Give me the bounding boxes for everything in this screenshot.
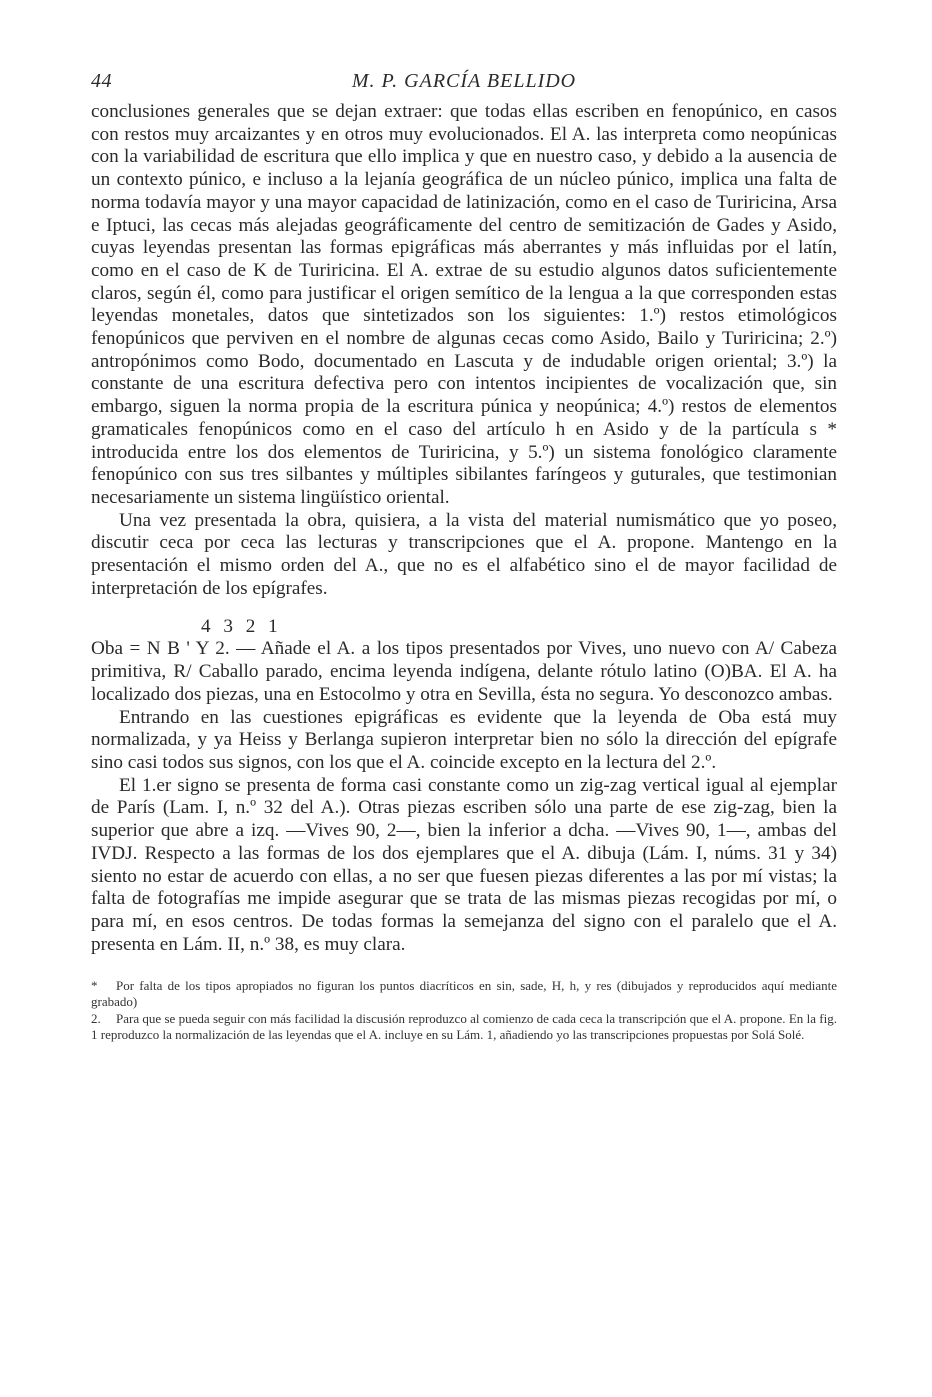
footnotes <box>91 978 837 1042</box>
paragraph-oba: Oba = N B ' Y 2. — Añade el A. a los tipos presentados por Vives, uno nuevo con A/ Cabeza primitiva, R/ Caballo parado, encima leyenda indígena, delante rótulo latino (O)BA. El A. ha localizado dos piezas, una en Estocolmo y otra en Sevilla, ésta no segura. Yo desconozco ambas. <box>91 638 837 705</box>
paragraph-conclusiones: conclusiones generales que se dejan extraer: que todas ellas escriben en fenopúnico, en casos con restos muy arcaizantes y en otros muy evolucionados. El A. las interpreta como neopúnicas con la variabilidad de escritura que ello implica y que en nuestro caso, y debido a la ausencia de un contexto púnico, e incluso a la lejanía geográfica de un núcleo púnico, implica una falta de norma todavía mayor y una mayor capacidad de latinización, como en el caso de Turiricina, Arsa e Iptuci, las cecas más alejadas geográficamente del centro de semitización de Gades y Asido, cuyas leyendas presentan las formas epigráficas más aberrantes y más influidas por el latín, como en el caso de K de Turiricina. El A. extrae de su estudio algunos datos suficientemente claros, según él, como para justificar el origen semítico de la lengua a la que corresponden estas leyendas monetales, datos que sintetizados son los siguientes: 1.º) restos etimológicos fenopúnicos que perviven en el nombre de algunas cecas como Asido, Bailo y Turiricina; 2.º) antropónimos como Bodo, documentado en Lascuta y de indudable origen oriental; 3.º) la constante de una escritura defectiva pero con intentos incipientes de vocalización que, sin embargo, siguen la norma propia de la escritura púnica y neopúnica; 4.º) restos de elementos gramaticales fenopúnicos como en el caso del artículo h en Asido y de la partícula s * introducida entre los dos elementos de Turiricina, y 5.º) un sistema fonológico claramente fenopúnico con sus tres silbantes y múltiples sibilantes faríngeos y guturales, que testimonian necesariamente un sistema lingüístico oriental. <box>91 101 837 508</box>
paragraph-entrando: Entrando en las cuestiones epigráficas es evidente que la leyenda de Oba está muy normalizada, y ya Heiss y Berlanga supieron interpretar bien no sólo la dirección del epígrafe sino casi todos sus signos, con los que el A. coincide excepto en la lectura del 2.º. <box>91 706 837 773</box>
footnote-mark: 2. <box>91 1011 101 1027</box>
document-page <box>91 66 837 1046</box>
sign-order-indices: 4 3 2 1 <box>201 616 282 638</box>
footnote-text: Por falta de los tipos apropiados no figuran los puntos diacríticos en sin, sade, H, h, y res (dibujados y reproducidos aquí mediante grabado) <box>91 978 837 1009</box>
body-text <box>91 101 837 956</box>
footnote-2 <box>91 1011 837 1042</box>
paragraph-una-vez: Una vez presentada la obra, quisiera, a la vista del material numismático que yo poseo, discutir ceca por ceca las lecturas y transcripciones que el A. propone. Mantengo en la presentación el mismo orden del A., que no es el alfabético sino el de mayor facilidad de interpretación de los epígrafes. <box>91 509 837 599</box>
footnote-text: Para que se pueda seguir con más facilidad la discusión reproduzco al comienzo de cada ceca la transcripción que el A. propone. En la fig. 1 reproduzco la normalización de las leyendas que el A. incluye en su Lám. 1, añadiendo yo las transcripciones propuestas por Solá Solé. <box>91 1011 837 1042</box>
footnote-mark: * <box>91 978 98 994</box>
paragraph-primer-signo: El 1.er signo se presenta de forma casi constante como un zig-zag vertical igual al ejemplar de París (Lam. I, n.º 32 del A.). Otras piezas escriben sólo una parte de ese zig-zag, bien la superior que abre a izq. —Vives 90, 2—, bien la inferior a dcha. —Vives 90, 1—, ambas del IVDJ. Respecto a las formas de los dos ejemplares que el A. dibuja (Lám. I, núms. 31 y 34) siento no estar de acuerdo con ellas, a no ser que fuesen piezas diferentes a las por mí vistas; la falta de fotografías me impide asegurar que se trata de las mismas piezas recogidas por mí, o para mí, en esos centros. De todas formas la semejanza del signo con el paralelo que el A. presenta en Lám. II, n.º 38, es muy clara. <box>91 774 837 955</box>
running-head <box>91 66 837 96</box>
page-number: 44 <box>91 70 112 92</box>
footnote-asterisk <box>91 978 837 1009</box>
running-head-author: M. P. GARCÍA BELLIDO <box>351 70 577 92</box>
